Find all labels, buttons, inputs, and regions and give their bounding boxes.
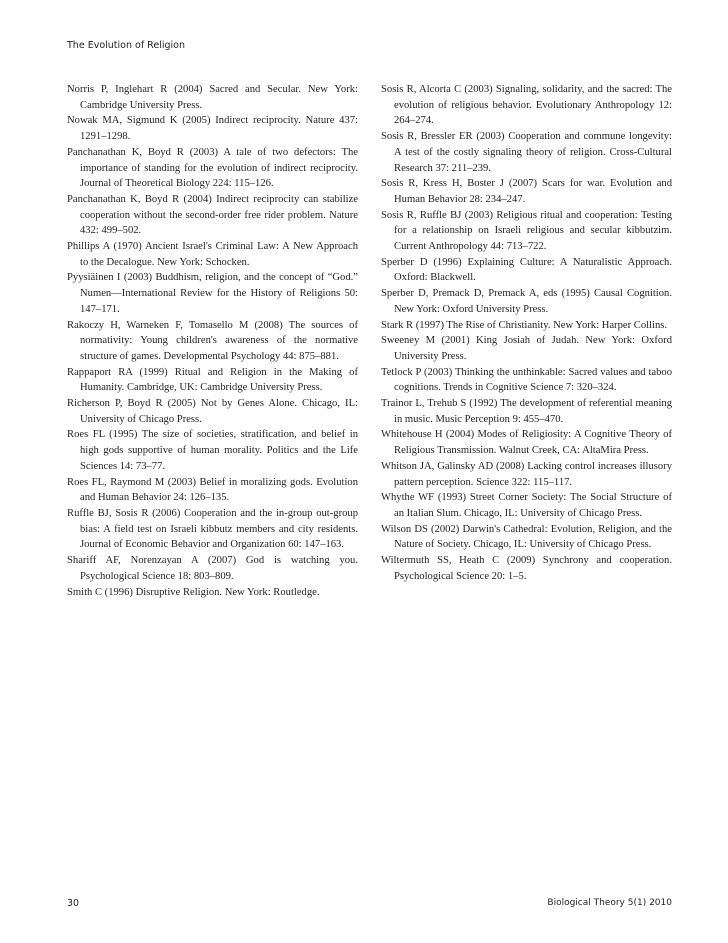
reference-entry: Whythe WF (1993) Street Corner Society: The Social Structure of an Italian Slum. Chicago, IL: University of Chicago Press. <box>381 492 672 519</box>
reference-entry: Rappaport RA (1999) Ritual and Religion in the Making of Humanity. Cambridge, UK: Cambridge University Press. <box>67 366 358 394</box>
reference-entry: Tetlock P (2003) Thinking the unthinkable: Sacred values and taboo cognitions. Trends in Cognitive Science 7: 320–324. <box>381 366 672 394</box>
reference-entry: Trainor L, Trehub S (1992) The development of referential meaning in music. Music Perception 9: 455–470. <box>381 398 672 425</box>
reference-entry: Roes FL, Raymond M (2003) Belief in moralizing gods. Evolution and Human Behavior 24: 126–135. <box>67 476 358 504</box>
reference-entry: Norris P, Inglehart R (2004) Sacred and Secular. New York: Cambridge University Press. <box>67 84 358 111</box>
reference-entry: Sosis R, Bressler ER (2003) Cooperation and commune longevity: A test of the costly signaling theory of religion. Cross-Cultural Research 37: 211–239. <box>381 131 672 174</box>
reference-entry: Ruffle BJ, Sosis R (2006) Cooperation and the in-group out-group bias: A field test on Israeli kibbutz members and city residents. Journal of Economic Behavior and Organization 60: 147–163. <box>67 507 358 551</box>
reference-entry: Shariff AF, Norenzayan A (2007) God is watching you. Psychological Science 18: 803–809. <box>67 555 358 582</box>
reference-entry: Sweeney M (2001) King Josiah of Judah. New York: Oxford University Press. <box>381 335 672 362</box>
reference-entry: Panchanathan K, Boyd R (2003) A tale of two defectors: The importance of standing for the evolution of indirect reciprocity. Journal of Theoretical Biology 224: 115–126. <box>67 146 358 190</box>
reference-entry: Panchanathan K, Boyd R (2004) Indirect reciprocity can stabilize cooperation without the second-order free rider problem. Nature 432: 499–502. <box>67 193 358 237</box>
reference-entry: Sosis R, Ruffle BJ (2003) Religious ritual and cooperation: Testing for a relationship on Israeli religious and secular kibbutzim. Current Anthropology 44: 713–722. <box>381 209 672 253</box>
reference-column-left <box>67 82 358 600</box>
reference-entry: Roes FL (1995) The size of societies, stratification, and belief in high gods supportive of human morality. Politics and the Life Sciences 14: 73–77. <box>67 429 358 472</box>
reference-entry: Whitehouse H (2004) Modes of Religiosity: A Cognitive Theory of Religious Transmission. Walnut Creek, CA: AltaMira Press. <box>381 429 672 457</box>
reference-column-right <box>381 82 672 600</box>
reference-entry: Pyysiäinen I (2003) Buddhism, religion, and the concept of “God.” Numen—International Review for the History of Religions 50: 147–171. <box>67 272 358 315</box>
reference-entry: Wiltermuth SS, Heath C (2009) Synchrony and cooperation. Psychological Science 20: 1–5. <box>381 555 672 582</box>
running-head: The Evolution of Religion <box>67 40 185 51</box>
reference-entry: Phillips A (1970) Ancient Israel's Criminal Law: A New Approach to the Decalogue. New York: Schocken. <box>67 241 358 268</box>
reference-entry: Stark R (1997) The Rise of Christianity. New York: Harper Collins. <box>381 319 668 331</box>
journal-citation: Biological Theory 5(1) 2010 <box>547 898 672 908</box>
reference-entry: Smith C (1996) Disruptive Religion. New York: Routledge. <box>67 586 320 598</box>
reference-entry: Rakoczy H, Warneken F, Tomasello M (2008) The sources of normativity: Young children's awareness of the normative structure of games. Developmental Psychology 44: 875–881. <box>67 319 358 362</box>
reference-entry: Sosis R, Kress H, Boster J (2007) Scars for war. Evolution and Human Behavior 28: 234–247. <box>381 178 672 205</box>
reference-entry: Sosis R, Alcorta C (2003) Signaling, solidarity, and the sacred: The evolution of religious behavior. Evolutionary Anthropology 12: 264–274. <box>381 84 672 127</box>
reference-entry: Wilson DS (2002) Darwin's Cathedral: Evolution, Religion, and the Nature of Society. Chicago, IL: University of Chicago Press. <box>381 523 672 551</box>
page-number: 30 <box>67 898 80 909</box>
reference-entry: Nowak MA, Sigmund K (2005) Indirect reciprocity. Nature 437: 1291–1298. <box>67 115 358 143</box>
reference-columns <box>67 82 672 600</box>
reference-entry: Sperber D (1996) Explaining Culture: A Naturalistic Approach. Oxford: Blackwell. <box>381 256 672 284</box>
reference-entry: Richerson P, Boyd R (2005) Not by Genes Alone. Chicago, IL: University of Chicago Press. <box>67 398 358 425</box>
reference-entry: Sperber D, Premack D, Premack A, eds (1995) Causal Cognition. New York: Oxford University Press. <box>381 288 672 315</box>
reference-entry: Whitson JA, Galinsky AD (2008) Lacking control increases illusory pattern perception. Science 322: 115–117. <box>381 460 672 488</box>
